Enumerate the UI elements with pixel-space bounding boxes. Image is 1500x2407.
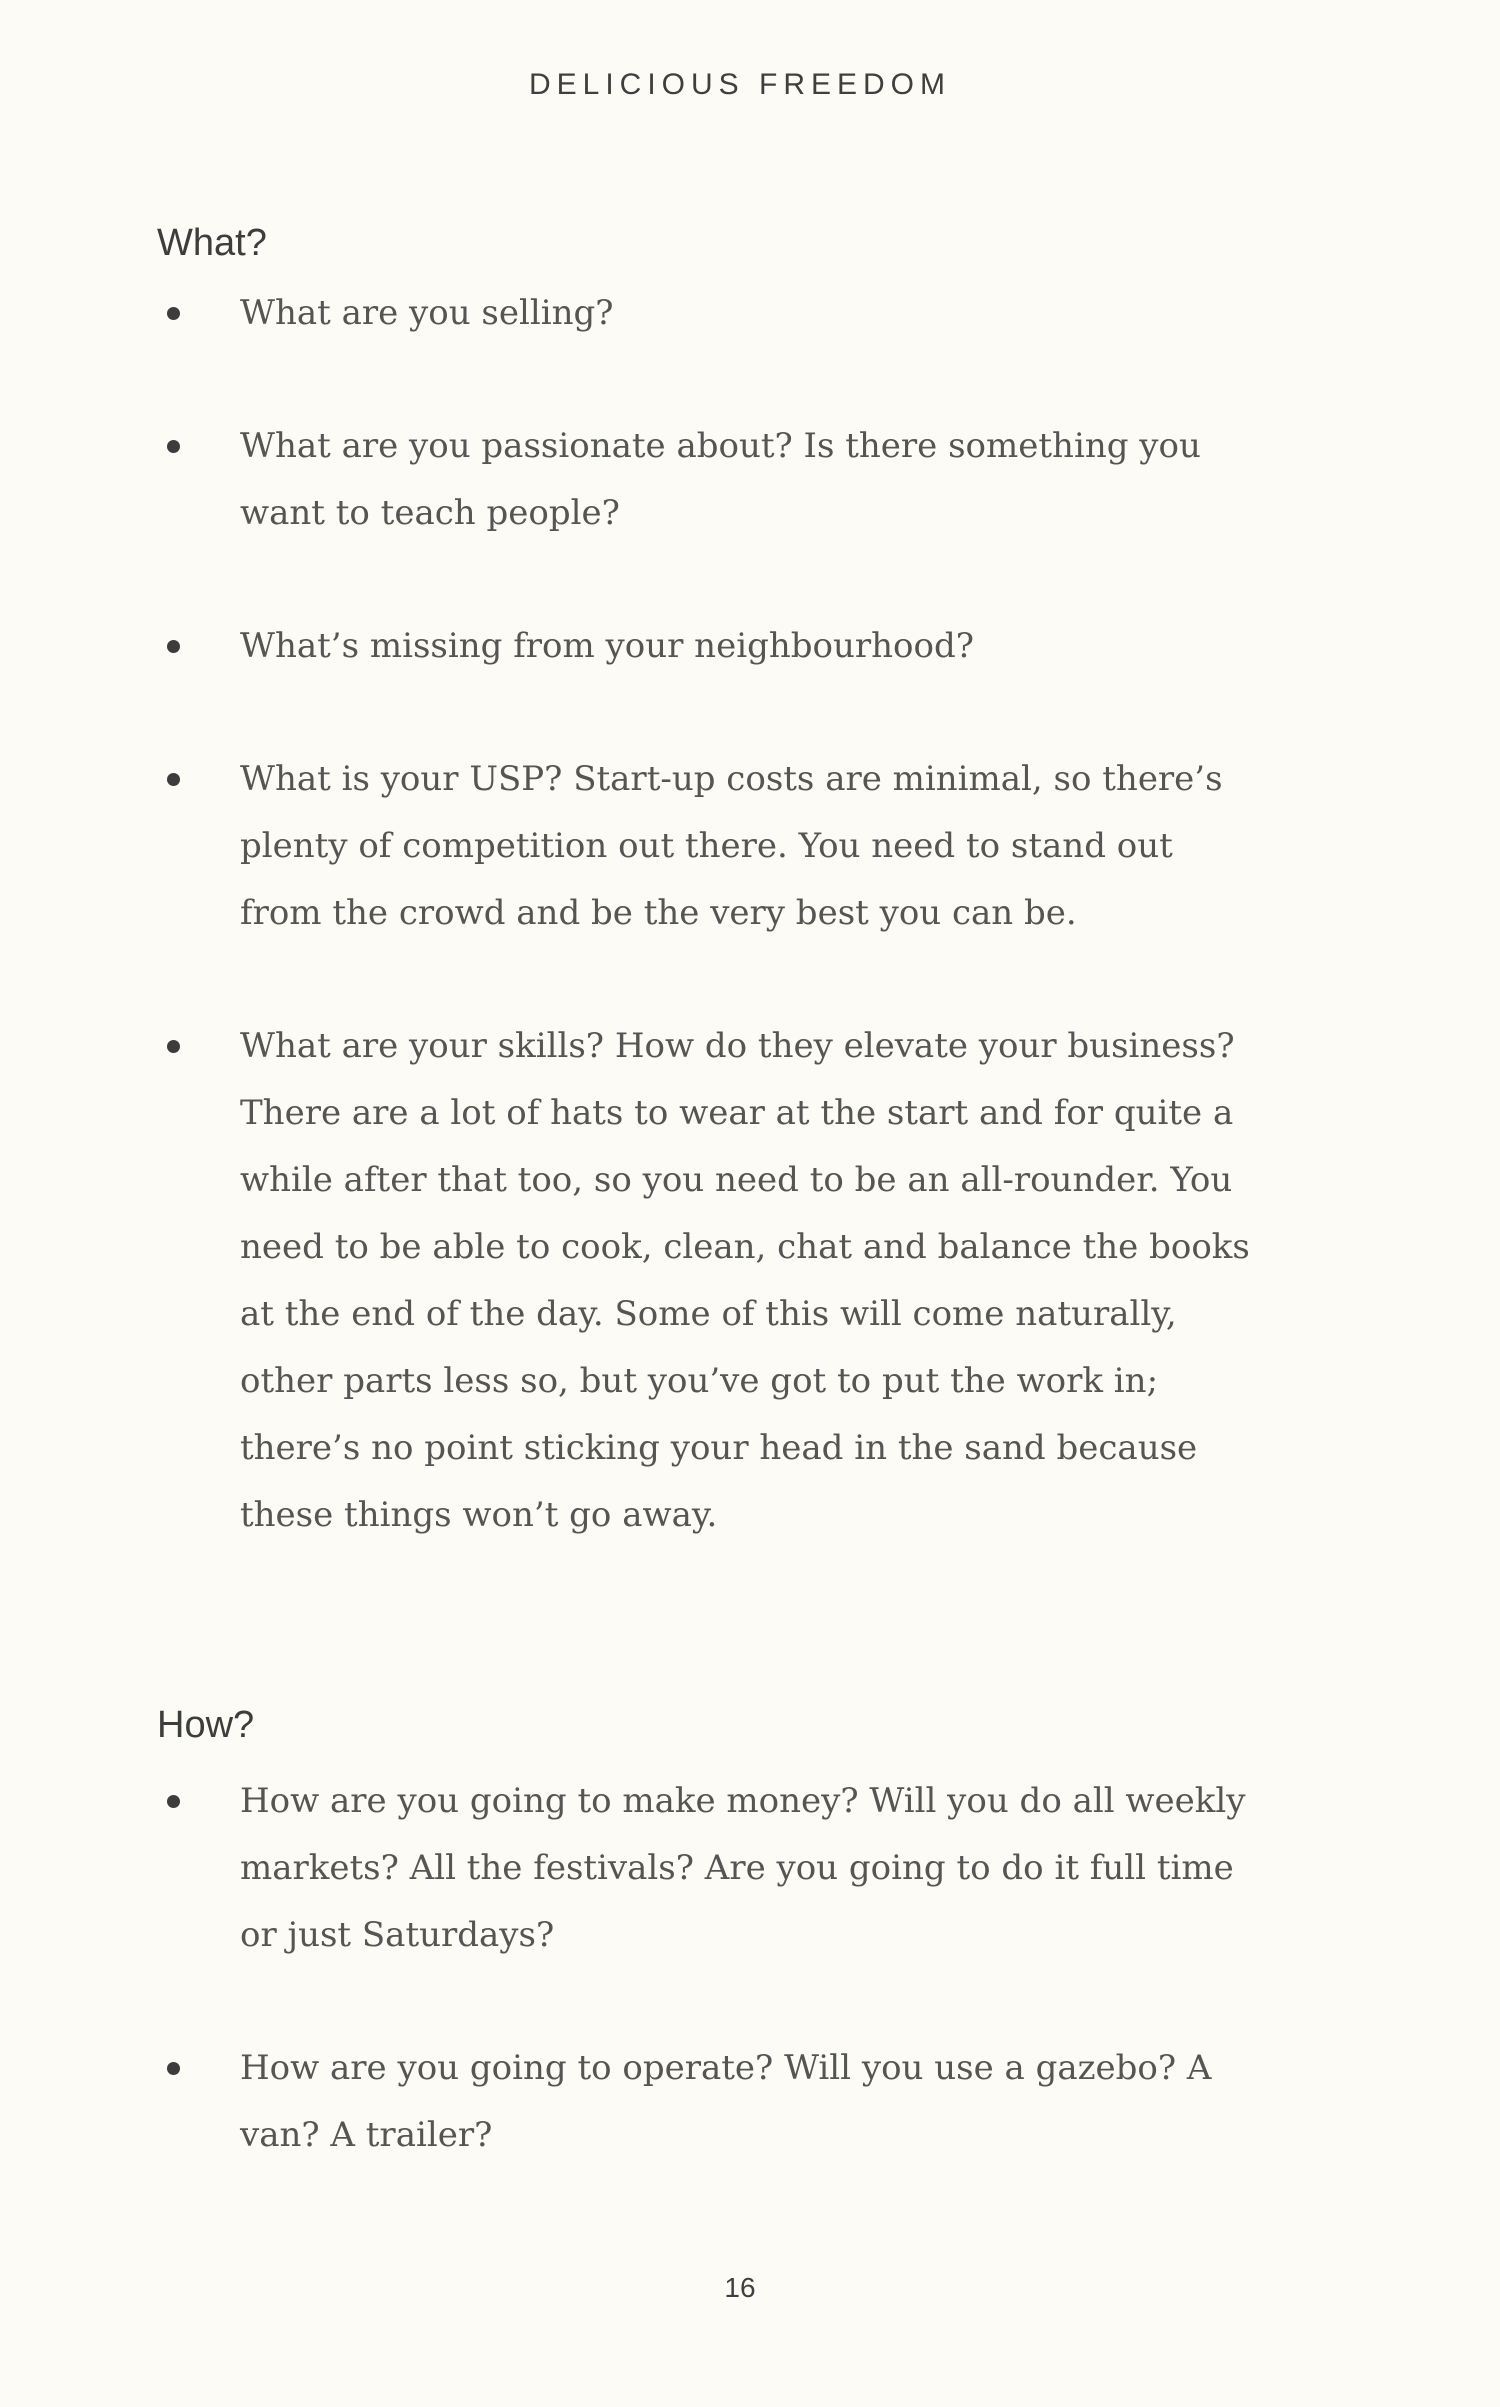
list-item: [0, 280, 1250, 347]
bullet-icon: [167, 1795, 180, 1808]
list-item-text: How are you going to make money? Will you do all weekly markets? All the festivals? Are you going to do it full time or just Saturdays?: [240, 1781, 1246, 1955]
list-item: [0, 613, 1250, 680]
list-item-text: How are you going to operate? Will you use a gazebo? A van? A trailer?: [240, 2048, 1212, 2155]
list-item-text: What are you passionate about? Is there something you want to teach people?: [240, 426, 1201, 533]
page-number: 16: [724, 2272, 756, 2303]
list-item: [0, 413, 1250, 547]
bullet-icon: [167, 773, 180, 786]
section-heading-what: What?: [157, 222, 267, 264]
list-item: [0, 2035, 1250, 2169]
section-heading-how: How?: [157, 1704, 255, 1746]
list-item: [0, 746, 1250, 947]
list-item-text: What are you selling?: [240, 293, 614, 333]
bullet-icon: [167, 2062, 180, 2075]
how-question-list: [0, 1768, 1500, 2169]
bullet-icon: [167, 440, 180, 453]
bullet-icon: [167, 640, 180, 653]
bullet-icon: [167, 1040, 180, 1053]
section-how: [0, 1700, 1500, 2235]
what-question-list: [0, 280, 1500, 1549]
running-header: DELICIOUS FREEDOM: [528, 68, 952, 101]
list-item-text: What’s missing from your neighbourhood?: [240, 626, 974, 666]
section-what: [0, 218, 1500, 1615]
list-item: [0, 1768, 1250, 1969]
list-item-text: What are your skills? How do they elevate your business? There are a lot of hats to wear at the start and for quite a while after that too, so you need to be an all-rounder. You need to be able to cook, clean, chat and balance the books at the end of the day. Some of this will come naturally, other parts less so, but you’ve got to put the work in; there’s no point sticking your head in the sand because these things won’t go away.: [240, 1026, 1250, 1535]
list-item-text: What is your USP? Start-up costs are minimal, so there’s plenty of competition out there. You need to stand out from the crowd and be the very best you can be.: [240, 759, 1223, 933]
bullet-icon: [167, 307, 180, 320]
list-item: [0, 1013, 1250, 1549]
